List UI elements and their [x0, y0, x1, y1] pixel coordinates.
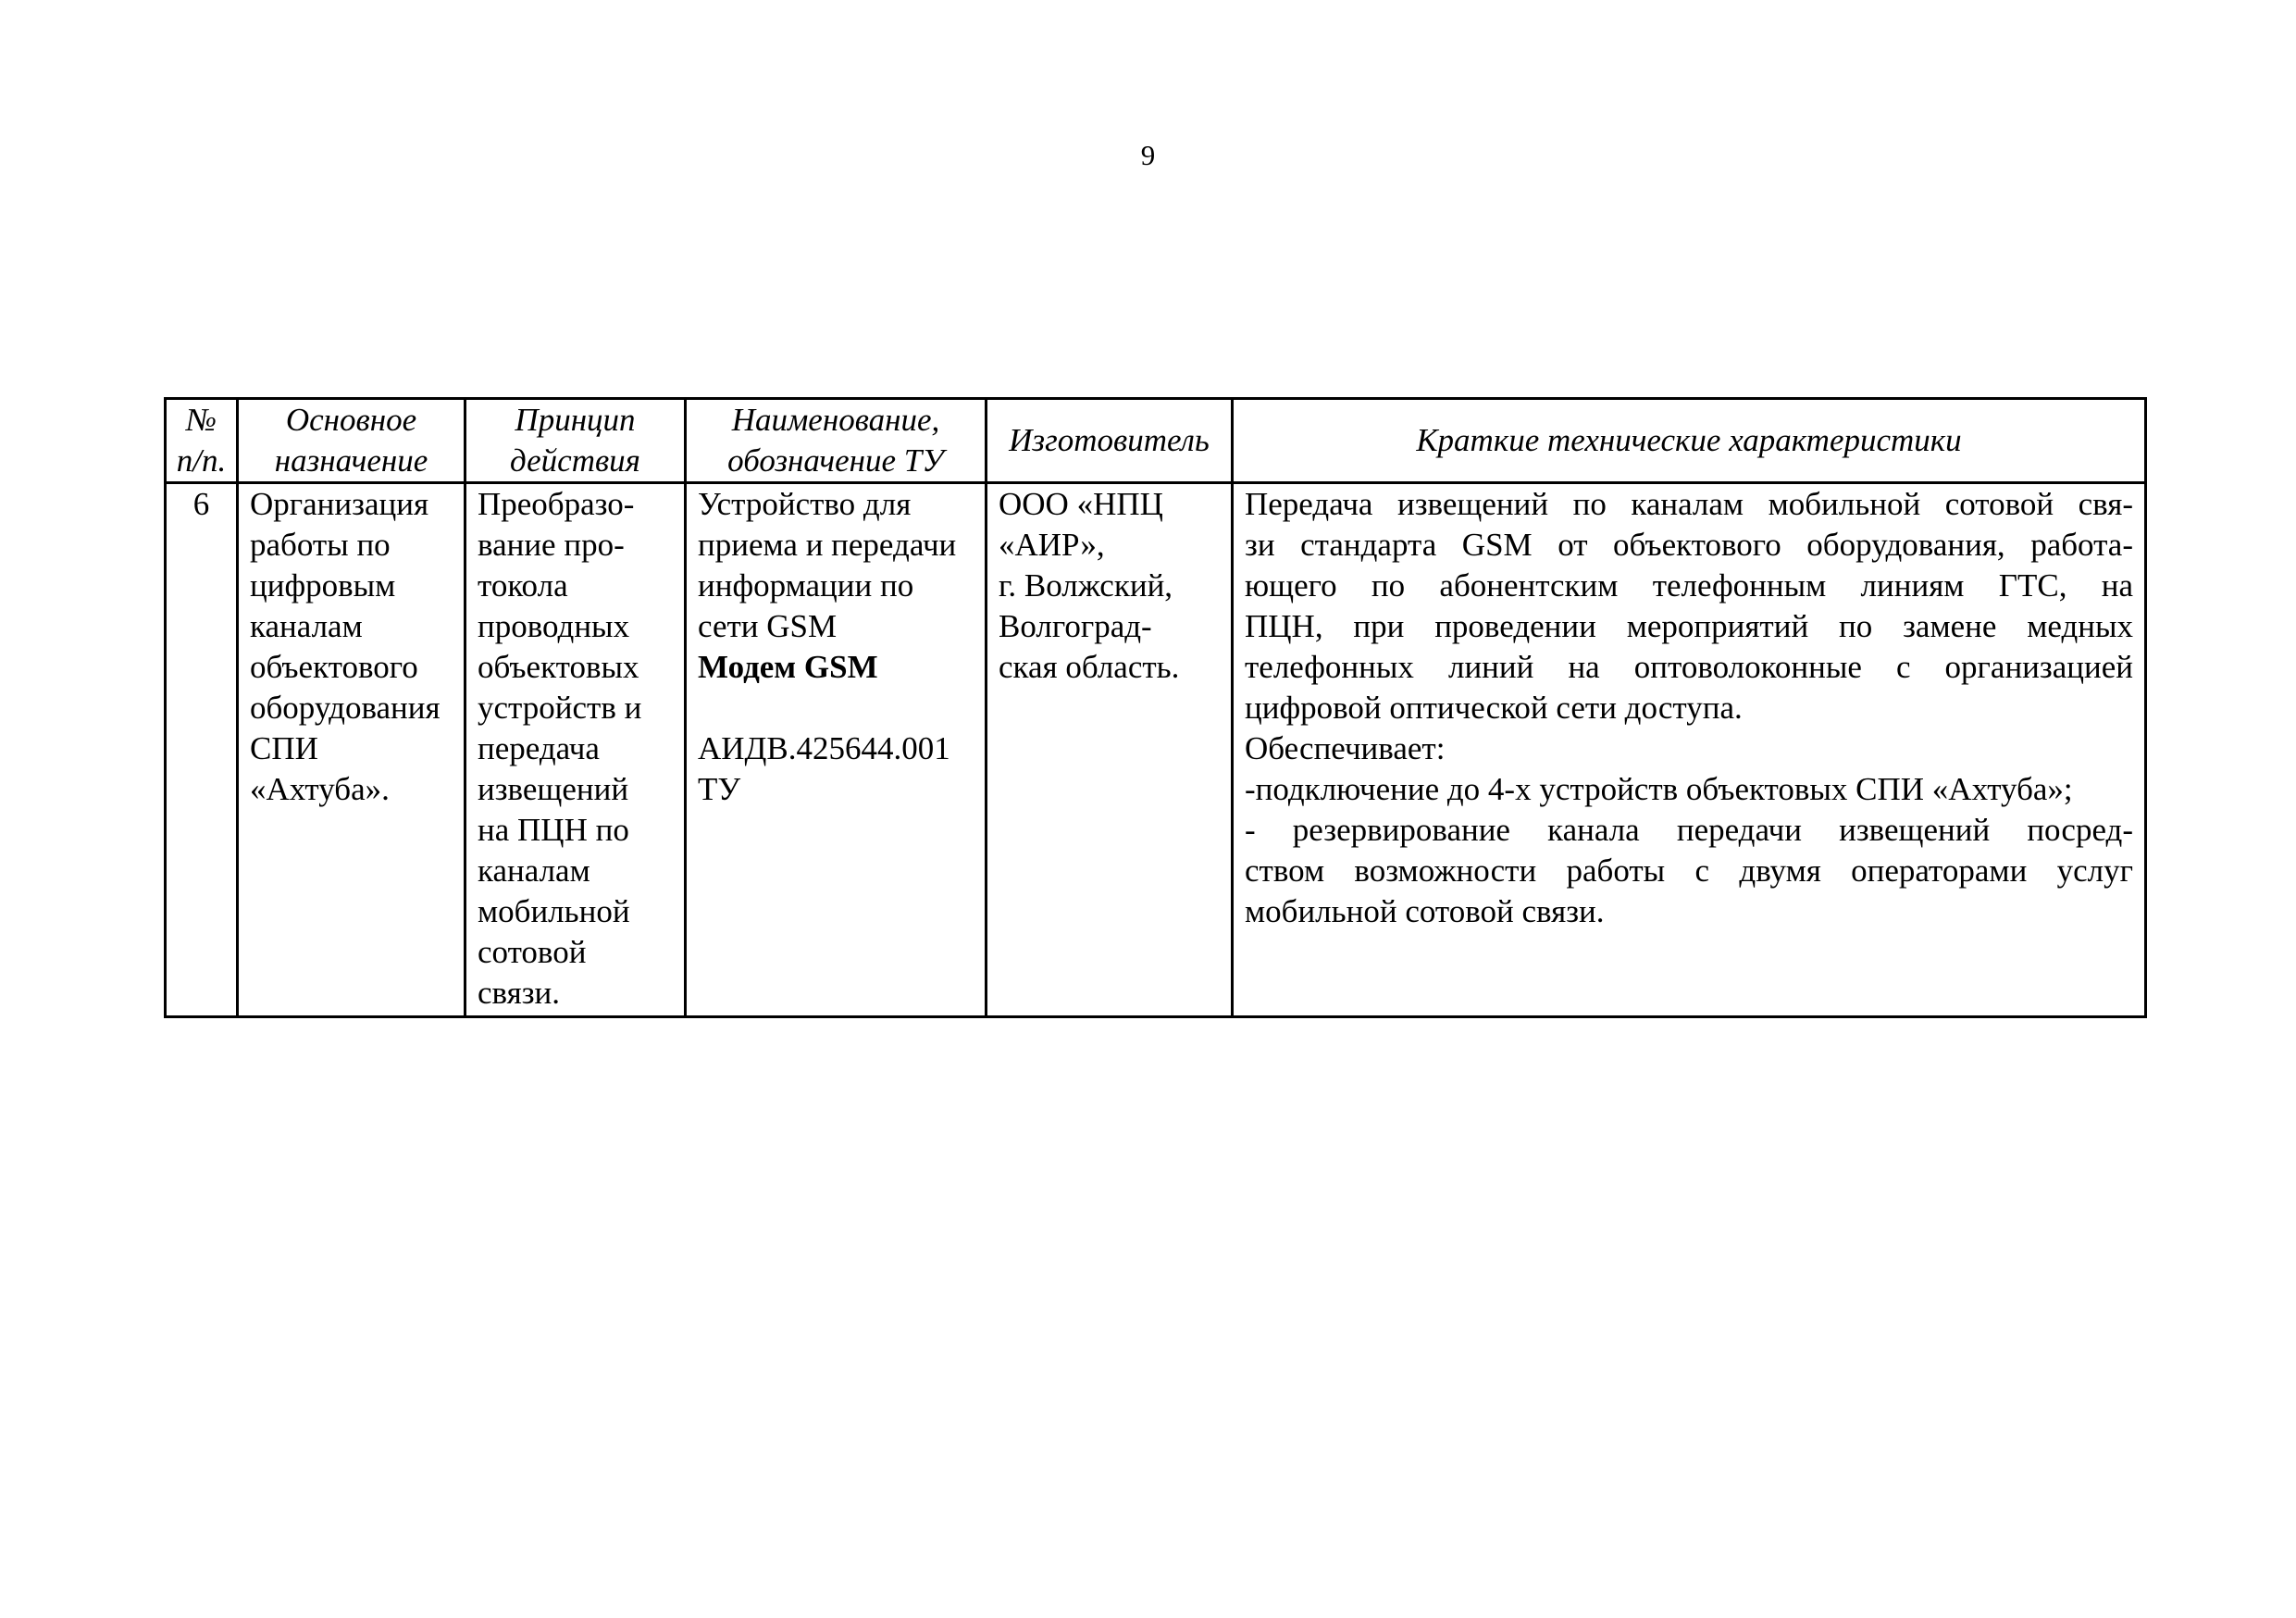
- cell-name: [686, 483, 987, 1017]
- purpose-line: цифровым: [250, 567, 396, 604]
- principle-line: вание про-: [478, 527, 625, 563]
- header-purpose-line2: назначение: [274, 442, 428, 479]
- spec-line: цифровой оптической сети доступа.: [1245, 690, 1743, 726]
- spacer: [698, 688, 974, 728]
- spec-item-1: -подключение до 4-х устройств объектовых СПИ «Ахтуба»;: [1245, 771, 2073, 807]
- maker-line: г. Волжский,: [999, 567, 1173, 604]
- cell-purpose: [238, 483, 465, 1017]
- page-number: 9: [1140, 139, 1156, 171]
- purpose-line: работы по: [250, 527, 391, 563]
- equipment-spec-table: [164, 397, 2147, 1018]
- spec-line: ПЦН, при проведении мероприятий по замене медных: [1245, 608, 2133, 644]
- spec-line: зи стандарта GSM от объектового оборудования, работа-: [1245, 527, 2133, 563]
- spec-line: телефонных линий на оптоволоконные с организацией: [1245, 649, 2133, 685]
- header-principle: [465, 399, 686, 483]
- spec-line: Передача извещений по каналам мобильной сотовой свя-: [1245, 486, 2133, 522]
- principle-line: передача: [478, 730, 600, 766]
- principle-line: устройств и: [478, 690, 642, 726]
- spec-provides-label: Обеспечивает:: [1245, 730, 1446, 766]
- maker-line: «АИР»,: [999, 527, 1105, 563]
- header-principle-line1: Принцип: [515, 402, 636, 438]
- principle-line: проводных: [478, 608, 630, 644]
- header-purpose-line1: Основное: [285, 402, 417, 438]
- spec-item-2-line: - резервирование канала передачи извещений посред-: [1245, 812, 2133, 848]
- header-number: [166, 399, 238, 483]
- designation-code: АИДВ.425644.001: [698, 730, 950, 766]
- header-purpose: [238, 399, 465, 483]
- cell-specs: [1233, 483, 2146, 1017]
- header-maker: [987, 399, 1233, 483]
- spec-item-2-line: ством возможности работы с двумя операторами услуг: [1245, 853, 2133, 889]
- principle-line: мобильной: [478, 893, 630, 929]
- model-name: Модем GSM: [698, 649, 878, 685]
- cell-principle: [465, 483, 686, 1017]
- header-number-line2: п/п.: [176, 442, 227, 479]
- purpose-line: СПИ: [250, 730, 318, 766]
- header-number-line1: №: [185, 402, 217, 438]
- spec-line: ющего по абонентским телефонным линиям ГТС, на: [1245, 567, 2133, 604]
- spec-item-2-line: мобильной сотовой связи.: [1245, 893, 1605, 929]
- principle-line: сотовой: [478, 934, 587, 970]
- purpose-line: оборудования: [250, 690, 441, 726]
- row-number: 6: [192, 486, 210, 522]
- header-maker-label: Изготовитель: [1009, 422, 1210, 458]
- principle-line: объектовых: [478, 649, 639, 685]
- purpose-line: Организация: [250, 486, 429, 522]
- purpose-line: «Ахтуба».: [250, 771, 390, 807]
- principle-line: связи.: [478, 975, 561, 1011]
- name-line: информации по: [698, 567, 914, 604]
- table-header-row: [166, 399, 2146, 483]
- designation-suffix: ТУ: [698, 771, 741, 807]
- principle-line: на ПЦН по: [478, 812, 629, 848]
- name-line: Устройство для: [698, 486, 912, 522]
- header-specs-label: Краткие технические характеристики: [1416, 422, 1962, 458]
- name-line: приема и передачи: [698, 527, 957, 563]
- name-line: сети GSM: [698, 608, 838, 644]
- cell-maker: [987, 483, 1233, 1017]
- principle-line: извещений: [478, 771, 629, 807]
- principle-line: каналам: [478, 853, 590, 889]
- header-specs: [1233, 399, 2146, 483]
- header-name-line1: Наименование,: [731, 402, 940, 438]
- cell-number: [166, 483, 238, 1017]
- header-name-line2: обозначение ТУ: [727, 442, 944, 479]
- purpose-line: каналам: [250, 608, 363, 644]
- header-name: [686, 399, 987, 483]
- header-principle-line2: действия: [510, 442, 640, 479]
- principle-line: токола: [478, 567, 568, 604]
- table-row: [166, 483, 2146, 1017]
- maker-line: Волгоград-: [999, 608, 1152, 644]
- principle-line: Преобразо-: [478, 486, 635, 522]
- maker-line: ская область.: [999, 649, 1180, 685]
- purpose-line: объектового: [250, 649, 418, 685]
- maker-line: ООО «НПЦ: [999, 486, 1163, 522]
